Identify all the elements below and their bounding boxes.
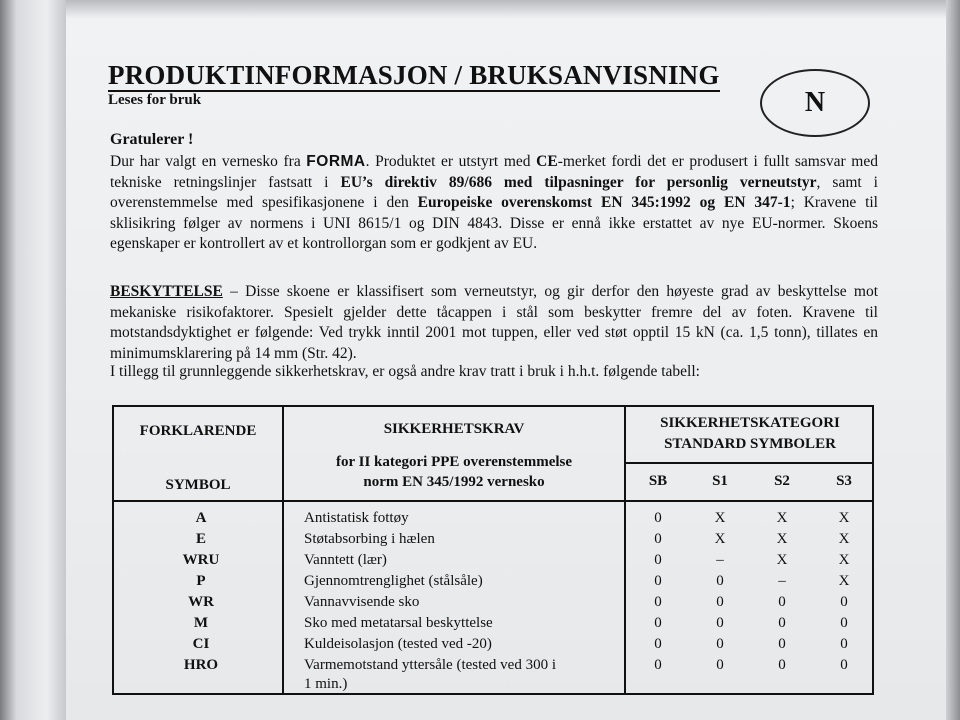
- header-symbol-top: FORKLARENDE: [139, 423, 257, 439]
- symbol-cell: CI: [192, 636, 210, 652]
- requirement-cell: Varmemotstand yttersåle (tested ved 300 i: [304, 657, 557, 673]
- symbol-cell: WRU: [182, 552, 220, 568]
- intro-text-b: . Produktet er utstyrt med: [365, 153, 537, 170]
- mark-cell: X: [714, 510, 726, 526]
- requirement-cell: Støtabsorbing i hælen: [304, 531, 435, 547]
- mark-cell: X: [838, 531, 850, 547]
- mark-cell: 0: [840, 615, 848, 631]
- mark-cell: 0: [840, 636, 848, 652]
- header-requirement-sub1: for II kategori PPE overenstemmelse: [335, 454, 573, 470]
- mark-cell: 0: [716, 594, 724, 610]
- symbol-cell: WR: [188, 594, 214, 610]
- mark-cell: X: [838, 573, 850, 589]
- mark-cell: 0: [654, 615, 662, 631]
- symbol-cell: HRO: [183, 657, 219, 673]
- mark-cell: 0: [716, 636, 724, 652]
- mark-cell: 0: [654, 510, 662, 526]
- protection-heading: BESKYTTELSE: [110, 283, 223, 300]
- intro-text-a: Dur har valgt en vernesko fra: [110, 153, 307, 170]
- header-category-2: STANDARD SYMBOLER: [664, 436, 836, 452]
- requirement-cell-continued: 1 min.): [304, 676, 348, 692]
- requirements-table: [112, 405, 874, 695]
- table-divider: [626, 462, 872, 464]
- mark-cell: 0: [654, 573, 662, 589]
- category-s1: S1: [712, 473, 728, 489]
- mark-cell: 0: [778, 615, 786, 631]
- intro-text-c: -merket fordi det er produsert i fullt samsvar med tekniske retningslinjer fastsatt i: [110, 153, 878, 191]
- header-category-1: SIKKERHETSKATEGORI: [660, 415, 840, 431]
- mark-cell: 0: [778, 594, 786, 610]
- mark-cell: X: [838, 552, 850, 568]
- mark-cell: X: [776, 510, 788, 526]
- right-page-edge: [946, 0, 960, 720]
- header-symbol-bottom: SYMBOL: [165, 477, 231, 493]
- mark-cell: 0: [654, 531, 662, 547]
- intro-paragraph: [110, 152, 878, 255]
- table-divider: [114, 500, 872, 502]
- header-requirement-sub2: norm EN 345/1992 vernesko: [363, 474, 545, 490]
- intro-text-d: , samt i overenstemmelse med spesifikasjonene i den: [110, 173, 878, 211]
- page-subtitle: Leses for bruk: [108, 92, 202, 108]
- category-s3: S3: [836, 473, 852, 489]
- language-badge: N: [760, 69, 870, 137]
- requirement-cell: Gjennomtrenglighet (stålsåle): [304, 573, 483, 589]
- requirement-cell: Antistatisk fottøy: [304, 510, 409, 526]
- directive-text: EU’s direktiv 89/686 med tilpasninger for personlig verneutstyr: [340, 173, 817, 191]
- intro-text-e: ; Kravene til sklisikring følger av normens i UNI 8615/1 og DIN 4843. Disse er ennå ikke erstattet av nye EU-normer. Skoens egenskaper er kontrollert av et kontrollorgan som er godkjent av EU.: [110, 194, 878, 252]
- mark-cell: X: [776, 552, 788, 568]
- left-page-edge: [0, 0, 66, 720]
- mark-cell: 0: [840, 657, 848, 673]
- requirement-cell: Sko med metatarsal beskyttelse: [304, 615, 493, 631]
- mark-cell: 0: [778, 636, 786, 652]
- document-page: [66, 0, 946, 720]
- mark-cell: X: [776, 531, 788, 547]
- mark-cell: 0: [840, 594, 848, 610]
- brand-name: FORMA: [306, 153, 366, 170]
- greeting: Gratulerer !: [110, 131, 194, 148]
- mark-cell: 0: [716, 657, 724, 673]
- symbol-cell: E: [195, 531, 206, 547]
- mark-cell: 0: [654, 594, 662, 610]
- mark-cell: 0: [654, 552, 662, 568]
- header-requirement: SIKKERHETSKRAV: [383, 421, 525, 437]
- requirement-cell: Vannavvisende sko: [304, 594, 420, 610]
- mark-cell: 0: [778, 657, 786, 673]
- mark-cell: 0: [716, 573, 724, 589]
- requirement-cell: Vanntett (lær): [304, 552, 387, 568]
- mark-cell: –: [778, 573, 786, 589]
- protection-text: – Disse skoene er klassifisert som verneutstyr, og gir derfor den høyeste grad av beskyttelse mot mekaniske risikofaktorer. Spesielt gjelder dette tåcappen i stål som beskytter fremre del av foten. Kravene til motstandsdyktighet er følgende: Ved trykk inntil 2001 mot tuppen, eller ved støt opptil 15 kN (ca. 1,5 tonn), tillates en minimumsklarering på 14 mm (Str. 42).: [110, 283, 878, 362]
- page-top-shadow: [66, 0, 946, 18]
- symbol-cell: M: [193, 615, 209, 631]
- protection-paragraph: [110, 282, 878, 364]
- category-s2: S2: [774, 473, 790, 489]
- mark-cell: X: [838, 510, 850, 526]
- mark-cell: –: [716, 552, 724, 568]
- symbol-cell: A: [195, 510, 207, 526]
- category-sb: SB: [648, 473, 668, 489]
- requirement-cell: Kuldeisolasjon (tested ved -20): [304, 636, 492, 652]
- mark-cell: 0: [716, 615, 724, 631]
- mark-cell: 0: [654, 636, 662, 652]
- symbol-cell: P: [196, 573, 206, 589]
- mark-cell: X: [714, 531, 726, 547]
- page-title: PRODUKTINFORMASJON / BRUKSANVISNING: [108, 60, 720, 90]
- mark-cell: 0: [654, 657, 662, 673]
- table-intro: I tillegg til grunnleggende sikkerhetskrav, er også andre krav tratt i bruk i h.h.t. følgende tabell:: [110, 363, 700, 380]
- agreement-text: Europeiske overenskomst EN 345:1992 og EN 347-1: [417, 194, 791, 211]
- ce-mark-text: CE: [536, 153, 558, 170]
